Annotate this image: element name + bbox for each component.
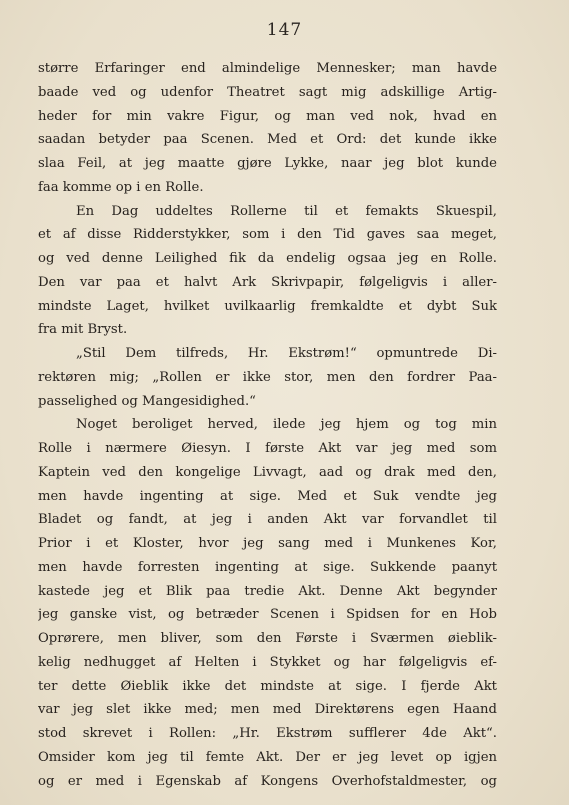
text-line: ter dette Øieblik ikke det mindste at sige. I fjerde Akt bbox=[38, 678, 497, 694]
text-line: Prior i et Kloster, hvor jeg sang med i Munkenes Kor, bbox=[38, 536, 497, 551]
text-line: Bladet og fandt, at jeg i anden Akt var forvandlet til bbox=[38, 512, 497, 528]
text-line: baade ved og udenfor Theatret sagt mig adskillige Artig- bbox=[38, 84, 497, 100]
text-line: stod skrevet i Rollen: „Hr. Ekstrøm sufflerer 4de Akt“. bbox=[38, 726, 497, 741]
text-line: Rolle i nærmere Øiesyn. I første Akt var jeg med som bbox=[38, 441, 497, 456]
text-line: passelighed og Mangesidighed.“ bbox=[38, 393, 256, 409]
text-line: Oprørere, men bliver, som den Første i Sværmen øieblik- bbox=[38, 631, 497, 646]
body-text bbox=[38, 57, 497, 793]
text-line: Noget beroliget herved, ilede jeg hjem og tog min bbox=[76, 417, 497, 433]
text-line: kastede jeg et Blik paa tredie Akt. Denne Akt begynder bbox=[38, 583, 497, 599]
text-line: men havde ingenting at sige. Med et Suk vendte jeg bbox=[38, 488, 497, 504]
text-line: faa komme op i en Rolle. bbox=[38, 179, 204, 195]
text-line: større Erfaringer end almindelige Mennesker; man havde bbox=[38, 61, 497, 76]
text-line: „Stil Dem tilfreds, Hr. Ekstrøm!“ opmuntrede Di- bbox=[76, 346, 497, 361]
text-line: kelig nedhugget af Helten i Stykket og har følgeligvis ef- bbox=[38, 654, 497, 670]
page-number: 147 bbox=[266, 20, 303, 40]
text-line: saadan betyder paa Scenen. Med et Ord: det kunde ikke bbox=[38, 132, 497, 148]
text-line: og er med i Egenskab af Kongens Overhofstaldmester, og bbox=[38, 773, 497, 789]
text-line: heder for min vakre Figur, og man ved nok, hvad en bbox=[38, 108, 497, 124]
text-line: Omsider kom jeg til femte Akt. Der er jeg levet op igjen bbox=[38, 749, 497, 765]
text-line: men havde forresten ingenting at sige. Sukkende paanyt bbox=[38, 559, 497, 575]
text-line: slaa Feil, at jeg maatte gjøre Lykke, naar jeg blot kunde bbox=[38, 156, 497, 171]
text-line: Kaptein ved den kongelige Livvagt, aad og drak med den, bbox=[38, 464, 497, 480]
text-line: fra mit Bryst. bbox=[38, 322, 128, 338]
text-line: var jeg slet ikke med; men med Direktørens egen Haand bbox=[38, 702, 497, 718]
text-line: et af disse Ridderstykker, som i den Tid gaves saa meget, bbox=[38, 227, 497, 243]
text-line: og ved denne Leilighed fik da endelig ogsaa jeg en Rolle. bbox=[38, 251, 497, 266]
text-line: jeg ganske vist, og betræder Scenen i Spidsen for en Hob bbox=[38, 607, 497, 623]
text-line: Den var paa et halvt Ark Skrivpapir, følgeligvis i aller- bbox=[38, 274, 497, 290]
text-line: En Dag uddeltes Rollerne til et femakts Skuespil, bbox=[76, 203, 497, 219]
text-line: mindste Laget, hvilket uvilkaarlig fremkaldte et dybt Suk bbox=[38, 298, 497, 314]
text-line: rektøren mig; „Rollen er ikke stor, men den fordrer Paa- bbox=[38, 369, 497, 385]
